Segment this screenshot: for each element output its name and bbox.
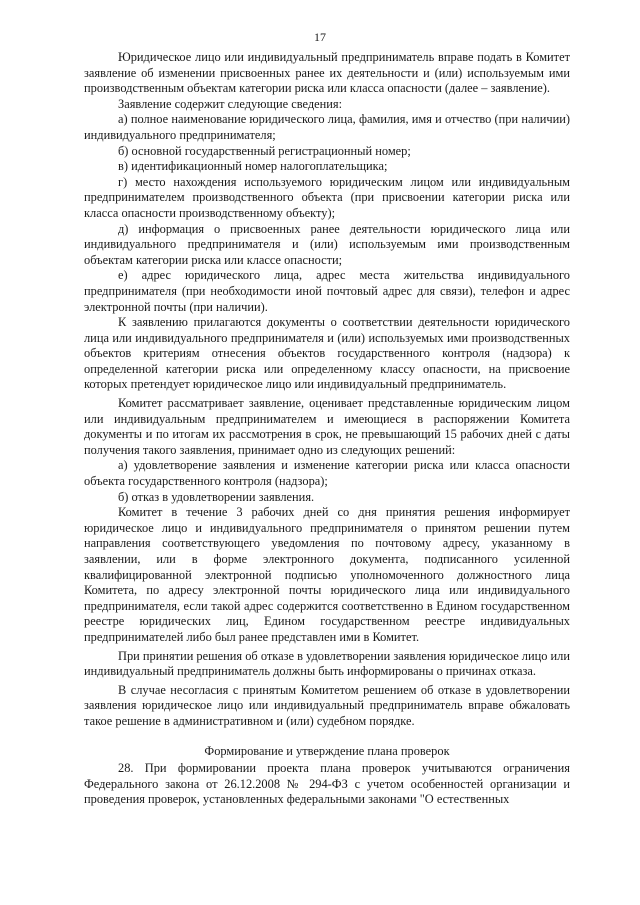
list-item-a: а) полное наименование юридического лица, фамилия, имя и отчество (при наличии) индивидуального предпринимателя; — [84, 112, 570, 142]
decision-item-a: а) удовлетворение заявления и изменение категории риска или класса опасности объекта государственного контроля (надзора); — [84, 458, 570, 489]
decision-item-b: б) отказ в удовлетворении заявления. — [118, 489, 315, 504]
paragraph-attached-documents: К заявлению прилагаются документы о соответствии деятельности юридического лица или индивидуального предпринимателя и (или) используемых ими производственных объектов критериям отнесения объектов государственного контроля (надзора) к определенной категории риска или определенному классу опасности, на присвоение которых претендует юридическое лицо или индивидуальный предприниматель. — [84, 315, 570, 392]
page-number: 17 — [314, 30, 326, 44]
list-item-e: е) адрес юридического лица, адрес места жительства индивидуального предпринимателя (при необходимости иной почтовый адрес для связи), телефон и адрес электронной почты (при наличии). — [84, 268, 570, 314]
paragraph-appeal: В случае несогласия с принятым Комитетом решением об отказе в удовлетворении заявления юридическое лицо или индивидуальный предприниматель вправе обжаловать такое решение в административном и (или) судебном порядке. — [84, 682, 570, 728]
list-item-g: г) место нахождения используемого юридическим лицом или индивидуальным предпринимателем производственного объекта (при присвоении категории риска или класса опасности производственному объекту); — [84, 174, 570, 220]
paragraph-refusal-reasons: При принятии решения об отказе в удовлетворении заявления юридическое лицо или индивидуальный предприниматель должны быть информированы о причинах отказа. — [84, 648, 570, 679]
list-item-d: д) информация о присвоенных ранее деятельности юридического лица или индивидуального предпринимателя и (или) используемым ими производственным объектам категории риска или классе опасности; — [84, 221, 570, 267]
paragraph-28: 28. При формировании проекта плана проверок учитываются ограничения Федерального закона от 26.12.2008 № 294-ФЗ с учетом особенностей организации и проведения проверок, установленных федеральными законами "О естественных — [84, 761, 570, 807]
list-item-b: б) основной государственный регистрационный номер; — [118, 143, 411, 158]
paragraph-application-contents: Заявление содержит следующие сведения: — [118, 96, 343, 111]
paragraph-application-right: Юридическое лицо или индивидуальный предприниматель вправе подать в Комитет заявление об изменении присвоенных ранее их деятельности и (или) используемым ими производственным объектам категории риска или класса опасности (далее – заявление). — [84, 50, 570, 96]
paragraph-notification: Комитет в течение 3 рабочих дней со дня принятия решения информирует юридическое лицо и индивидуального предпринимателя о принятом решении путем направления соответствующего уведомления по почтовому адресу, указанному в заявлении, или в форме электронного документа, подписанного усиленной квалифицированной электронной подписью уполномоченного должностного лица Комитета, по адресу электронной почты юридического лица или индивидуального предпринимателя, если такой адрес содержится соответственно в Едином государственном реестре юридических лиц, Едином государственном реестре индивидуальных предпринимателей либо был ранее представлен ими в Комитет. — [84, 505, 570, 644]
section-heading: Формирование и утверждение плана проверок — [204, 743, 450, 758]
list-item-v: в) идентификационный номер налогоплательщика; — [118, 159, 388, 174]
paragraph-committee-review: Комитет рассматривает заявление, оценивает представленные юридическим лицом или индивидуальным предпринимателем и имеющиеся в распоряжении Комитета документы и по итогам их рассмотрения в срок, не превышающий 15 рабочих дней с даты получения такого заявления, принимает одно из следующих решений: — [84, 396, 570, 457]
document-body — [84, 50, 570, 808]
